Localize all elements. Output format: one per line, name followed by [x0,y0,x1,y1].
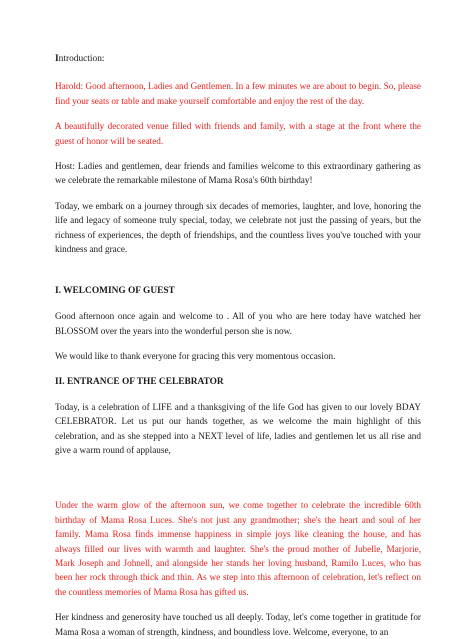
celebration-paragraph: Today, is a celebration of LIFE and a thanksgiving of the life God has given to our lovely BDAY CELEBRATOR. Let us put our hands together, as we welcome the main highlight of this celebration, and as she stepped into a NEXT level of life, ladies and gentlemen let us all rise and give a warm round of applause, [55,401,421,455]
venue-paragraph: A beautifully decorated venue filled with friends and family, with a stage at the front where the guest of honor will be seated. [55,121,421,146]
harold-paragraph: Harold: Good afternoon, Ladies and Gentlemen. In a few minutes we are about to begin. So, please find your seats or table and make yourself comfortable and enjoy the rest of the day. [55,81,421,106]
host-paragraph: Host: Ladies and gentlemen, dear friends and families welcome to this extraordinary gathering as we celebrate the remarkable milestone of Mama Rosa's 60th birthday! [55,161,421,186]
introduction-label [55,52,421,66]
afternoon-glow-paragraph: Under the warm glow of the afternoon sun, we come together to celebrate the incredible 60th birthday of Mama Rosa Luces. She's not just any grandmother; she's the heart and soul of her family. Mama Rosa finds immense happiness in simple joys like cleaning the house, and has always filled our lives with warmth and laughter. She's the proud mother of Jubelle, Marjorie, Mark Joseph and Johnell, and alongside her stands her loving husband, Ramilo Luces, who has been her rock through thick and thin. As we step into this afternoon of celebration, let's reflect on the countless memories of Mama Rosa has gifted us. [55,500,421,597]
document-page [55,52,421,639]
thanks-paragraph: We would like to thank everyone for gracing this very momentous occasion. [55,351,336,362]
introduction-label-rest: ntroduction: [58,54,105,64]
entrance-celebrator-heading: II. ENTRANCE OF THE CELEBRATOR [55,376,224,387]
introduction-label-initial: I [55,54,59,64]
welcoming-guest-heading: I. WELCOMING OF GUEST [55,286,175,297]
journey-paragraph: Today, we embark on a journey through six decades of memories, laughter, and love, honoring the life and legacy of someone truly special, today, we celebrate not just the passing of years, but the richness of experiences, the depth of friendships, and the countless lives you've touched with your kindness and grace. [55,200,421,255]
welcome-paragraph: Good afternoon once again and welcome to . All of you who are here today have watched her BLOSSOM over the years into the wonderful person she is now. [55,311,421,336]
kindness-paragraph: Her kindness and generosity have touched us all deeply. Today, let's come together in gratitude for Mama Rosa a woman of strength, kindness, and boundless love. Welcome, everyone, to an [55,612,421,637]
